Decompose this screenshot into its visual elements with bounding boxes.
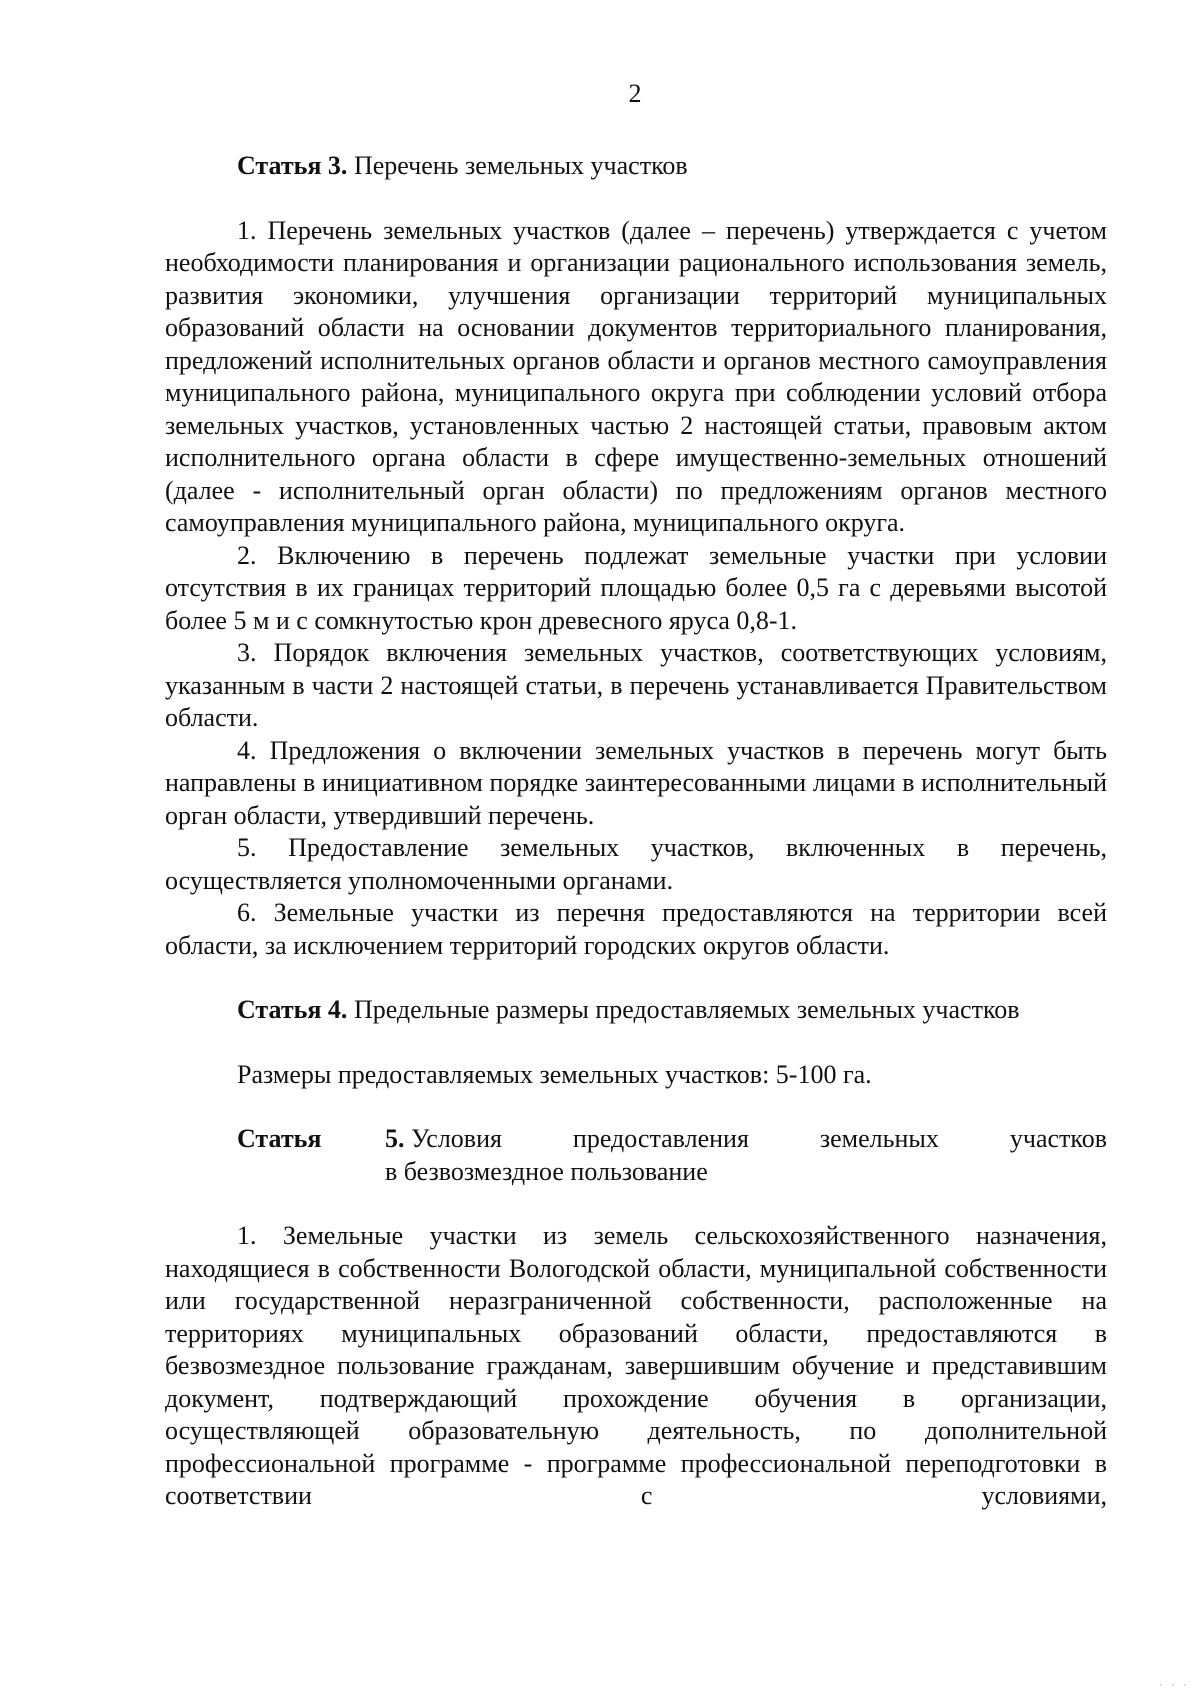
article-4-heading	[165, 994, 1107, 1027]
article-3-paragraph-4: 4. Предложения о включении земельных участков в перечень могут быть направлены в инициативном порядке заинтересованными лицами в исполнительный орган области, утвердивший перечень.	[165, 735, 1107, 830]
article-4-title: Предельные размеры предоставляемых земельных участков	[347, 995, 1020, 1024]
article-3-heading	[165, 150, 1107, 183]
page-number: 2	[628, 79, 642, 108]
article-3-paragraph-5: 5. Предоставление земельных участков, включенных в перечень, осуществляется уполномоченными органами.	[165, 833, 1107, 895]
article-3-paragraph-2: 2. Включению в перечень подлежат земельные участки при условии отсутствия в их границах территорий площадью более 0,5 га с деревьями высотой более 5 м и с сомкнутостью крон древесного яруса 0,8-1.	[165, 540, 1107, 635]
article-5-title-word: участков	[1009, 1124, 1107, 1153]
spacer	[165, 183, 1107, 215]
article-5-title-word: предоставления	[572, 1124, 749, 1153]
article-5-title-word: Условия	[411, 1124, 502, 1153]
article-3-paragraph-3: 3. Порядок включения земельных участков, соответствующих условиям, указанным в части 2 настоящей статьи, в перечень устанавливается Правительством области.	[165, 638, 1107, 732]
article-5-title-line-2: в безвозмездное пользование	[385, 1156, 708, 1186]
article-3-paragraph-1: 1. Перечень земельных участков (далее – перечень) утверждается с учетом необходимости планирования и организации рационального использования земель, развития экономики, улучшения организации территорий муниципальных образований области на основании документов территориального планирования, предложений исполнительных органов области и органов местного самоуправления муниципального района, муниципального округа при соблюдении условий отбора земельных участков, установленных частью 2 настоящей статьи, правовым актом исполнительного органа области в сфере имущественно-земельных отношений (далее - исполнительный орган области) по предложениям органов местного самоуправления муниципального района, муниципального округа.	[165, 215, 1107, 537]
spacer	[165, 1188, 1107, 1220]
document-body	[165, 150, 1107, 1513]
article-4-text: Размеры предоставляемых земельных участков: 5-100 га.	[237, 1059, 872, 1089]
article-5-paragraph-1: 1. Земельные участки из земель сельскохозяйственного назначения, находящиеся в собственности Вологодской области, муниципальной собственности или государственной неразграниченной собственности, расположенные на территориях муниципальных образований области, предоставляются в безвозмездное пользование гражданам, завершившим обучение и представившим документ, подтверждающий прохождение обучения в организации, осуществляющей образовательную деятельность, по дополнительной профессиональной программе - программе профессиональной переподготовки в соответствии с условиями,	[165, 1221, 1107, 1510]
spacer	[165, 962, 1107, 994]
article-4-label: Статья 4.	[237, 995, 348, 1024]
article-3-paragraph-6: 6. Земельные участки из перечня предоставляются на территории всей области, за исключением территорий городских округов области.	[165, 898, 1107, 960]
scan-artifact: · · ·	[1157, 1680, 1188, 1691]
article-5-number: 5.	[385, 1124, 405, 1153]
article-5-title-line-1	[385, 1123, 1107, 1156]
article-3-label: Статья 3.	[237, 151, 348, 180]
article-3-title: Перечень земельных участков	[347, 151, 688, 180]
article-5-heading	[165, 1123, 1107, 1188]
spacer	[165, 1091, 1107, 1123]
article-5-label: Статья	[237, 1124, 322, 1153]
spacer	[165, 1027, 1107, 1059]
article-5-title	[385, 1123, 1107, 1188]
article-5-title-first	[385, 1123, 502, 1156]
article-5-title-word: земельных	[819, 1124, 939, 1153]
